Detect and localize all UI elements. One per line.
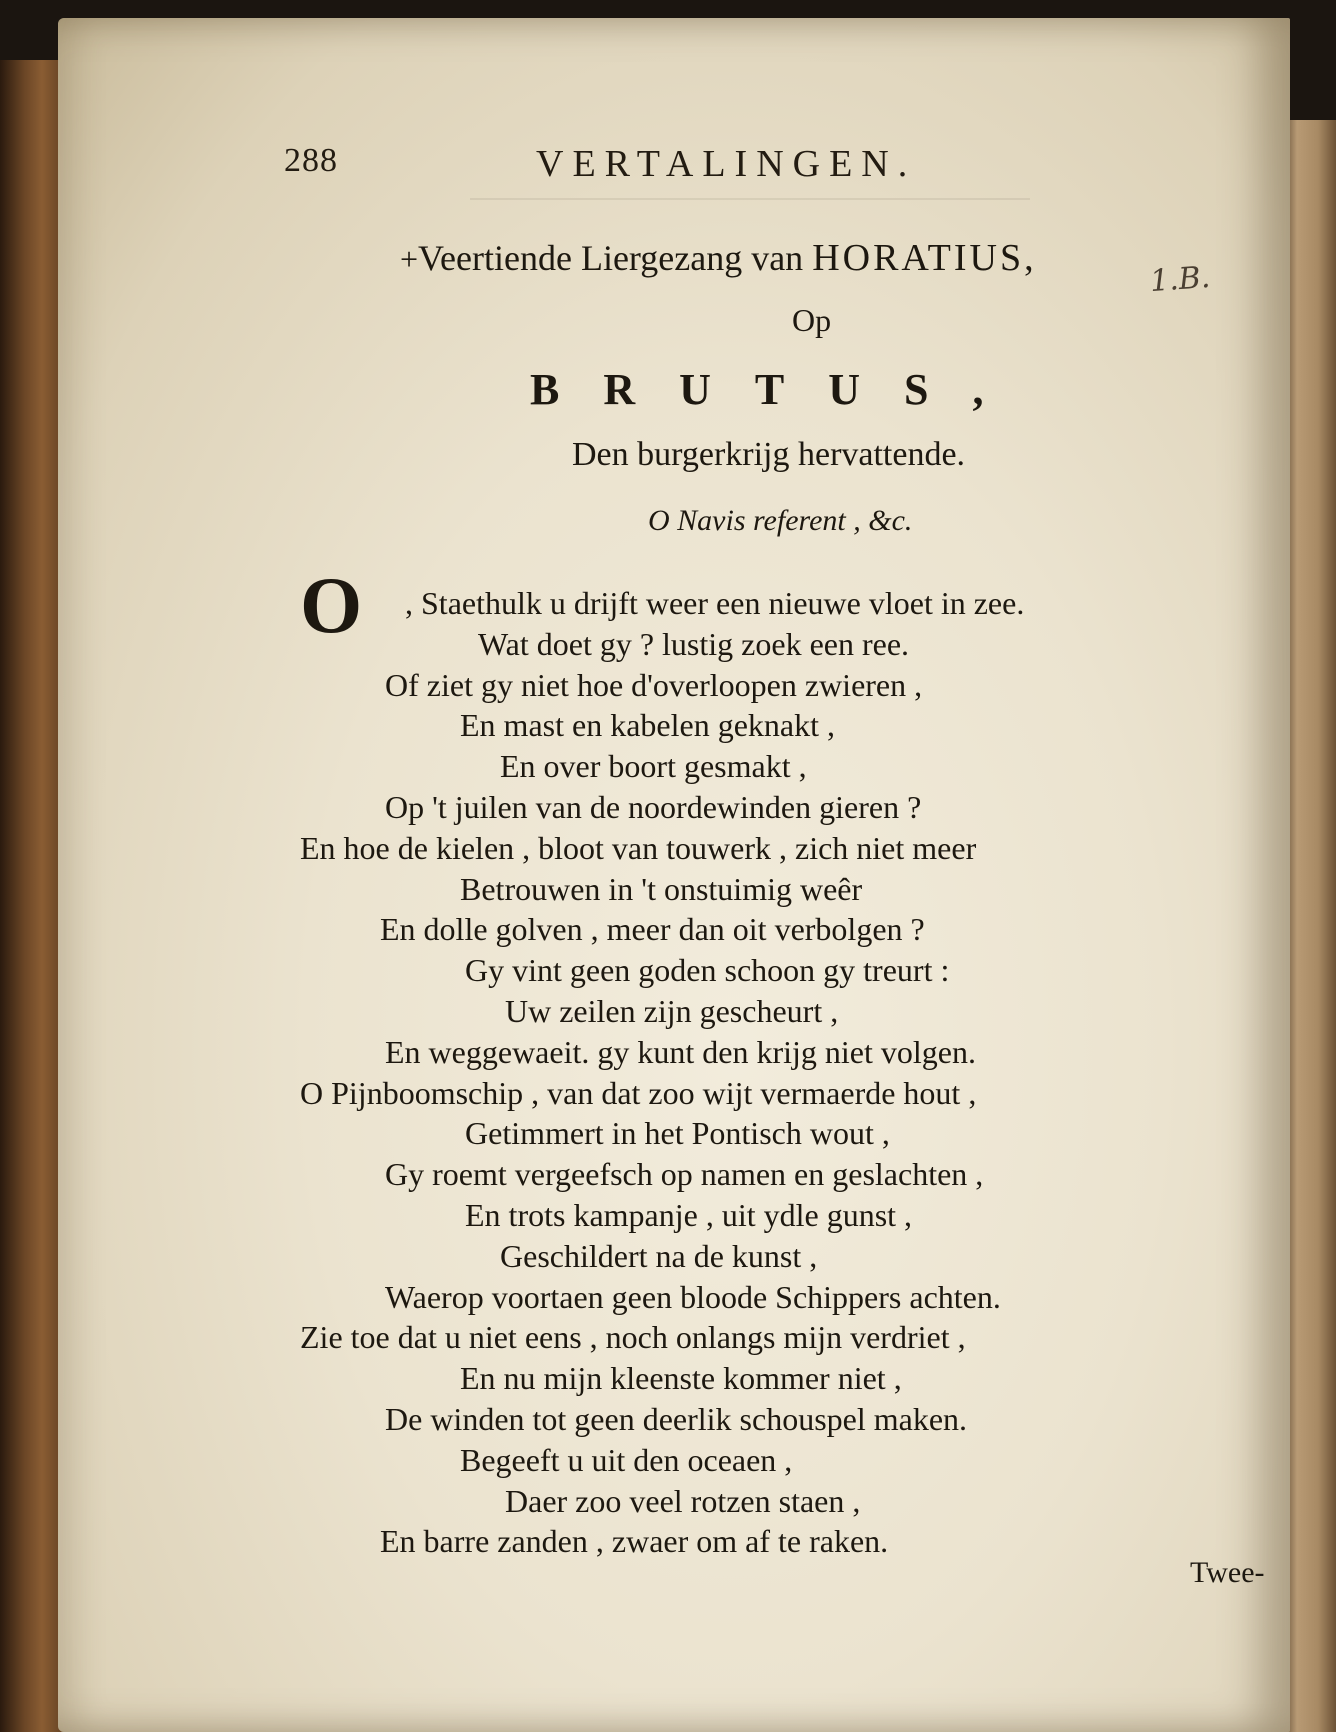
poem-line: En dolle golven , meer dan oit verbolgen ? — [380, 911, 925, 948]
poem-line: En over boort gesmakt , — [500, 748, 807, 785]
poem-line: Zie toe dat u niet eens , noch onlangs mijn verdriet , — [300, 1319, 966, 1356]
running-head: VERTALINGEN. — [536, 143, 917, 185]
poem-line: En nu mijn kleenste kommer niet , — [460, 1360, 902, 1397]
drop-cap: O — [300, 562, 363, 650]
poem-line: , Staethulk u drijft weer een nieuwe vloet in zee. — [405, 585, 1025, 621]
poem-line: Daer zoo veel rotzen staen , — [505, 1482, 861, 1519]
poem-line: En hoe de kielen , bloot van touwerk , zich niet meer — [300, 829, 977, 866]
poem-line: Waerop voortaen geen bloode Schippers achten. — [385, 1278, 1001, 1315]
poem-subtitle: Den burgerkrijg hervattende. — [572, 436, 966, 473]
poem-line: O Pijnboomschip , van dat zoo wijt vermaerde hout , — [300, 1074, 977, 1111]
poem-line: Op 't juilen van de noordewinden gieren ? — [385, 789, 922, 825]
poem-line: Gy vint geen goden schoon gy treurt : — [465, 952, 950, 989]
title-author: HORATIUS, — [812, 237, 1037, 279]
poem-line: En mast en kabelen geknakt , — [460, 707, 835, 744]
poem-line: Begeeft u uit den oceaen , — [460, 1441, 793, 1478]
poem-line: Uw zeilen zijn gescheurt , — [505, 993, 839, 1029]
title-prefix: Veertiende Liergezang van — [418, 238, 813, 278]
poem-title — [400, 236, 1037, 280]
poem-line: Geschildert na de kunst , — [500, 1237, 818, 1274]
poem-line: Gy roemt vergeefsch op namen en geslachten , — [385, 1156, 984, 1193]
poem-line: Of ziet gy niet hoe d'overloopen zwieren , — [385, 666, 923, 703]
poem-line: De winden tot geen deerlik schouspel maken. — [385, 1401, 968, 1437]
handwritten-annotation: 1.B. — [1148, 259, 1212, 300]
poem-line: En barre zanden , zwaer om af te raken. — [380, 1523, 889, 1560]
poem-line: Wat doet gy ? lustig zoek een ree. — [478, 625, 910, 662]
poem-line: En weggewaeit. gy kunt den krijg niet volgen. — [385, 1033, 976, 1070]
dedication-op: Op — [792, 302, 832, 338]
latin-incipit: O Navis referent , &c. — [648, 504, 913, 537]
poem-line: Getimmert in het Pontisch wout , — [465, 1115, 890, 1152]
title-mark: + — [400, 241, 419, 277]
show-through — [470, 198, 1030, 200]
poem-line: En trots kampanje , uit ydle gunst , — [465, 1197, 913, 1233]
addressee-name: BRUTUS, — [530, 365, 1028, 414]
page-number: 288 — [284, 142, 338, 179]
catchword: Twee- — [1190, 1556, 1265, 1589]
poem-line: Betrouwen in 't onstuimig weêr — [460, 870, 863, 907]
